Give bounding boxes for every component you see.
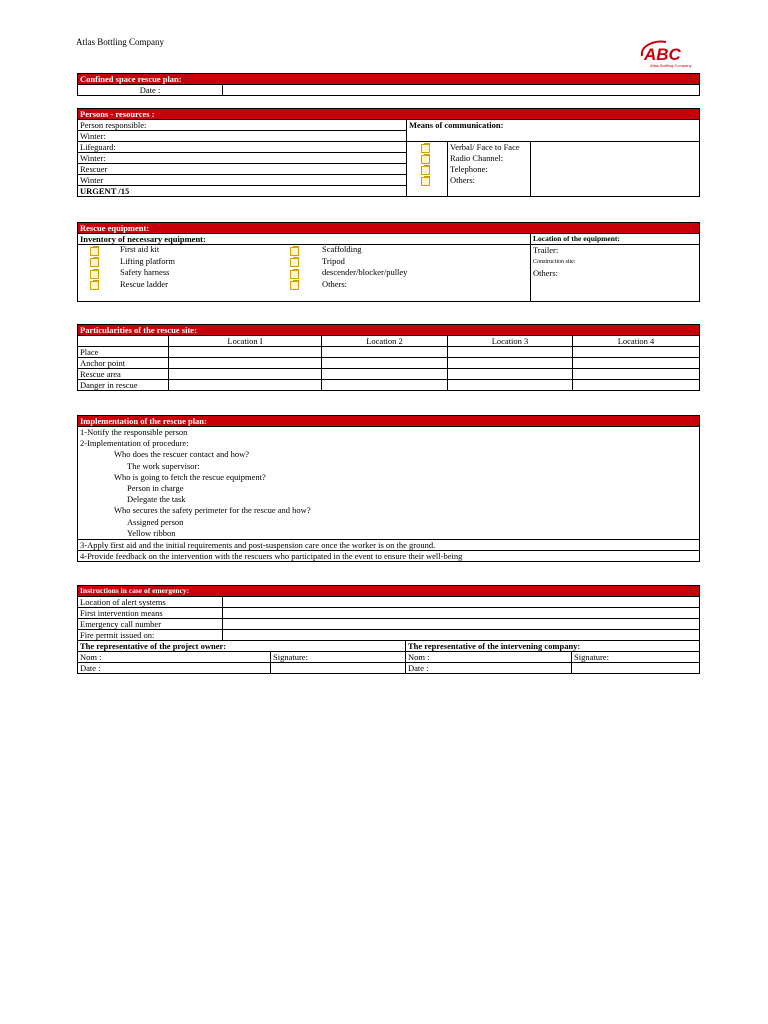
comm-details-field[interactable] [531, 142, 700, 197]
column-header: Location I [169, 336, 322, 347]
company-name: Atlas Bottling Company [76, 37, 165, 47]
equipment-item: Rescue ladder [120, 278, 168, 289]
equipment-item: Tripod [322, 255, 345, 266]
step-line: Delegate the task [127, 494, 186, 505]
location-item: Others: [533, 268, 559, 278]
comm-header: Means of communication: [407, 120, 700, 142]
owner-signature-field[interactable]: Signature: [271, 652, 406, 663]
person-responsible-field[interactable]: Person responsible: [78, 120, 407, 131]
row-label: Emergency call number [78, 619, 223, 630]
table-cell[interactable] [573, 347, 700, 358]
company-rep-label: The representative of the intervening company: [406, 641, 700, 652]
equipment-list [78, 245, 531, 302]
svg-text:ABC: ABC [644, 45, 681, 64]
table-cell[interactable] [448, 358, 573, 369]
comm-option: Verbal/ Face to Face [450, 142, 520, 152]
table-cell[interactable] [322, 347, 448, 358]
row-label: Location of alert systems [78, 597, 223, 608]
column-header: Location 4 [573, 336, 700, 347]
step-line: The work supervisor: [127, 460, 200, 471]
section-header: Persons - resources : [78, 109, 700, 120]
implementation-steps [78, 427, 700, 540]
equipment-item: Safety harness [120, 267, 170, 277]
checkbox-icon[interactable] [290, 281, 299, 290]
rescue-equipment-section [77, 222, 700, 302]
location-item: Trailer: [533, 245, 559, 255]
checkbox-icon[interactable] [290, 258, 299, 267]
company-signature-field[interactable]: Signature: [572, 652, 700, 663]
equipment-item: First aid kit [120, 244, 160, 254]
lifeguard-field[interactable]: Lifeguard: [78, 142, 407, 153]
step-line: 1-Notify the responsible person [80, 427, 188, 437]
table-cell[interactable] [169, 369, 322, 380]
comm-options [448, 142, 531, 197]
comm-option: Telephone: [450, 164, 488, 174]
emergency-number-field[interactable] [223, 619, 700, 630]
table-cell[interactable] [573, 358, 700, 369]
persons-resources-section [77, 108, 700, 197]
company-nom-field[interactable]: Nom : [406, 652, 572, 663]
step-line: Assigned person [127, 516, 184, 527]
column-header: Location 2 [322, 336, 448, 347]
equipment-item: Lifting platform [120, 255, 176, 266]
blank-header-cell [78, 336, 169, 347]
column-header: Location 3 [448, 336, 573, 347]
table-cell[interactable] [169, 347, 322, 358]
urgent-field[interactable]: URGENT /15 [78, 186, 407, 197]
table-cell[interactable] [169, 358, 322, 369]
table-cell[interactable] [573, 380, 700, 391]
table-cell[interactable] [448, 369, 573, 380]
alert-systems-field[interactable] [223, 597, 700, 608]
comm-option: Others: [450, 175, 476, 185]
section-header: Rescue equipment: [78, 223, 700, 234]
table-cell[interactable] [322, 358, 448, 369]
step-line: Person in charge [127, 483, 184, 494]
company-date-field[interactable]: Date : [406, 663, 572, 674]
equipment-item: Others: [322, 278, 348, 289]
row-label: Fire permit issued on: [78, 630, 223, 641]
step-line: Yellow ribbon [127, 527, 176, 538]
owner-rep-label: The representative of the project owner: [78, 641, 406, 652]
implementation-section [77, 415, 700, 562]
intervention-means-field[interactable] [223, 608, 700, 619]
table-cell[interactable] [448, 380, 573, 391]
winter-field[interactable]: Winter: [78, 153, 407, 164]
table-cell[interactable] [169, 380, 322, 391]
rescue-plan-section [77, 73, 700, 96]
step-line: Who secures the safety perimeter for the rescue and how? [114, 505, 311, 516]
section-header: Implementation of the rescue plan: [78, 416, 700, 427]
table-cell[interactable] [448, 347, 573, 358]
row-label: Anchor point [78, 358, 169, 369]
location-item: Construction site: [533, 258, 576, 265]
owner-date-extra[interactable] [271, 663, 406, 674]
fire-permit-field[interactable] [223, 630, 700, 641]
date-label: Date : [78, 85, 223, 96]
checkbox-icon[interactable] [90, 281, 99, 290]
row-label: First intervention means [78, 608, 223, 619]
winter-field[interactable]: Winter: [78, 131, 407, 142]
section-header: Particularities of the rescue site: [78, 325, 700, 336]
checkbox-icon[interactable] [90, 247, 99, 256]
date-field[interactable] [223, 85, 700, 96]
checkbox-icon[interactable] [421, 155, 430, 164]
section-header: Confined space rescue plan: [78, 74, 700, 85]
row-label: Danger in rescue [78, 380, 169, 391]
step-line: 3-Apply first aid and the initial requirements and post-suspension care once the worker is on the ground. [78, 540, 700, 551]
step-line: Who does the rescuer contact and how? [114, 449, 249, 460]
winter-field[interactable]: Winter [78, 175, 407, 186]
checkbox-icon[interactable] [421, 166, 430, 175]
equipment-item: descender/blocker/pulley [322, 267, 408, 277]
inventory-label: Inventory of necessary equipment: [78, 234, 531, 245]
row-label: Rescue area [78, 369, 169, 380]
table-cell[interactable] [322, 380, 448, 391]
checkbox-icon[interactable] [290, 270, 299, 279]
step-line: 2-Implementation of procedure: [80, 438, 189, 449]
comm-option: Radio Channel: [450, 153, 504, 163]
svg-text:Atlas Bottling Company: Atlas Bottling Company [650, 63, 692, 68]
checkbox-icon[interactable] [90, 270, 99, 279]
section-header: Instructions in case of emergency: [78, 586, 700, 597]
table-cell[interactable] [322, 369, 448, 380]
comm-checkboxes [407, 142, 448, 197]
company-logo [636, 38, 698, 70]
equipment-item: Scaffolding [322, 244, 362, 254]
owner-date-field[interactable]: Date : [78, 663, 271, 674]
emergency-section [77, 585, 700, 674]
step-line: Who is going to fetch the rescue equipment? [114, 471, 266, 482]
row-label: Place [78, 347, 169, 358]
location-label: Location of the equipment: [531, 234, 700, 245]
step-line: 4-Provide feedback on the intervention with the rescuers who participated in the event to ensure their well-being [78, 551, 700, 562]
checkbox-icon[interactable] [290, 247, 299, 256]
owner-nom-field[interactable]: Nom : [78, 652, 271, 663]
checkbox-icon[interactable] [421, 177, 430, 186]
checkbox-icon[interactable] [90, 258, 99, 267]
equipment-locations[interactable] [531, 245, 700, 302]
table-cell[interactable] [573, 369, 700, 380]
checkbox-icon[interactable] [421, 144, 430, 153]
rescuer-field[interactable]: Rescuer [78, 164, 407, 175]
rescue-site-section [77, 324, 700, 391]
company-date-extra[interactable] [572, 663, 700, 674]
